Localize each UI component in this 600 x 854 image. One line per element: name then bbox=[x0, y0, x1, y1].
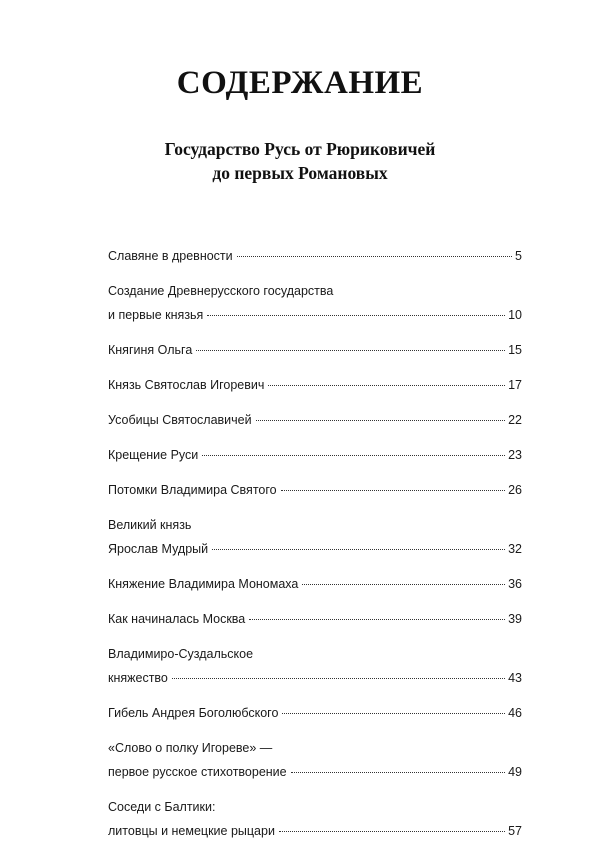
toc-entry[interactable] bbox=[108, 642, 522, 690]
toc-page-number: 43 bbox=[508, 671, 522, 685]
toc-page-number: 10 bbox=[508, 308, 522, 322]
toc-entry-title: первое русское стихотворение bbox=[108, 765, 287, 779]
toc-page-number: 39 bbox=[508, 612, 522, 626]
toc-page-number: 17 bbox=[508, 378, 522, 392]
toc-entry-title-line1: Великий князь bbox=[108, 518, 192, 532]
toc-page-number: 46 bbox=[508, 706, 522, 720]
toc-entry-title: Княжение Владимира Мономаха bbox=[108, 577, 299, 591]
toc-entry-title-line1: Владимиро-Суздальское bbox=[108, 647, 254, 661]
subtitle-line-1: Государство Русь от Рюриковичей bbox=[164, 139, 436, 159]
toc-entry[interactable] bbox=[108, 443, 522, 467]
toc-entry[interactable] bbox=[108, 795, 522, 843]
toc-page-number: 26 bbox=[508, 483, 522, 497]
dot-leader bbox=[302, 584, 505, 585]
dot-leader bbox=[268, 385, 505, 386]
toc-page-number: 36 bbox=[508, 577, 522, 591]
toc-page-number: 32 bbox=[508, 542, 522, 556]
dot-leader bbox=[237, 256, 512, 257]
toc-entry-title-line1: «Слово о полку Игореве» — bbox=[108, 741, 273, 755]
toc-page-number: 15 bbox=[508, 343, 522, 357]
dot-leader bbox=[202, 455, 505, 456]
page-title: СОДЕРЖАНИЕ bbox=[176, 65, 424, 101]
toc-entry-title: Как начиналась Москва bbox=[108, 612, 246, 626]
dot-leader bbox=[196, 350, 505, 351]
dot-leader bbox=[172, 678, 505, 679]
toc-entry-title: Славяне в древности bbox=[108, 249, 233, 263]
toc-entry-title: и первые князья bbox=[108, 308, 204, 322]
dot-leader bbox=[281, 490, 505, 491]
toc-entry-title-line1: Соседи с Балтики: bbox=[108, 800, 216, 814]
toc-entry-title: Гибель Андрея Боголюбского bbox=[108, 706, 279, 720]
toc-entry-title: княжество bbox=[108, 671, 168, 685]
dot-leader bbox=[279, 831, 505, 832]
toc-entry[interactable] bbox=[108, 244, 522, 268]
dot-leader bbox=[256, 420, 505, 421]
toc-entry[interactable] bbox=[108, 701, 522, 725]
toc-entry-title-line1: Создание Древнерусского государства bbox=[108, 284, 334, 298]
toc-entry-title: Ярослав Мудрый bbox=[108, 542, 209, 556]
toc-entry[interactable] bbox=[108, 607, 522, 631]
toc-entry-title: литовцы и немецкие рыцари bbox=[108, 824, 275, 838]
toc-entry[interactable] bbox=[108, 478, 522, 502]
subtitle bbox=[0, 137, 600, 185]
toc-entry-title: Усобицы Святославичей bbox=[108, 413, 252, 427]
toc-page-number: 23 bbox=[508, 448, 522, 462]
toc-entry[interactable] bbox=[108, 279, 522, 327]
toc-entry-title: Потомки Владимира Святого bbox=[108, 483, 277, 497]
dot-leader bbox=[291, 772, 505, 773]
toc-entry[interactable] bbox=[108, 736, 522, 784]
dot-leader bbox=[207, 315, 505, 316]
toc-page-number: 5 bbox=[515, 249, 522, 263]
dot-leader bbox=[249, 619, 505, 620]
toc-page-number: 22 bbox=[508, 413, 522, 427]
dot-leader bbox=[212, 549, 505, 550]
toc-page-number: 49 bbox=[508, 765, 522, 779]
toc-entry[interactable] bbox=[108, 408, 522, 432]
toc-entry-title: Княгиня Ольга bbox=[108, 343, 193, 357]
dot-leader bbox=[282, 713, 505, 714]
toc-entry[interactable] bbox=[108, 373, 522, 397]
toc-entry-title: Князь Святослав Игоревич bbox=[108, 378, 265, 392]
toc-page-number: 57 bbox=[508, 824, 522, 838]
table-of-contents bbox=[108, 244, 522, 854]
toc-entry[interactable] bbox=[108, 572, 522, 596]
toc-entry-title: Крещение Руси bbox=[108, 448, 199, 462]
toc-entry[interactable] bbox=[108, 513, 522, 561]
subtitle-line-2: до первых Романовых bbox=[212, 163, 388, 183]
toc-entry[interactable] bbox=[108, 338, 522, 362]
